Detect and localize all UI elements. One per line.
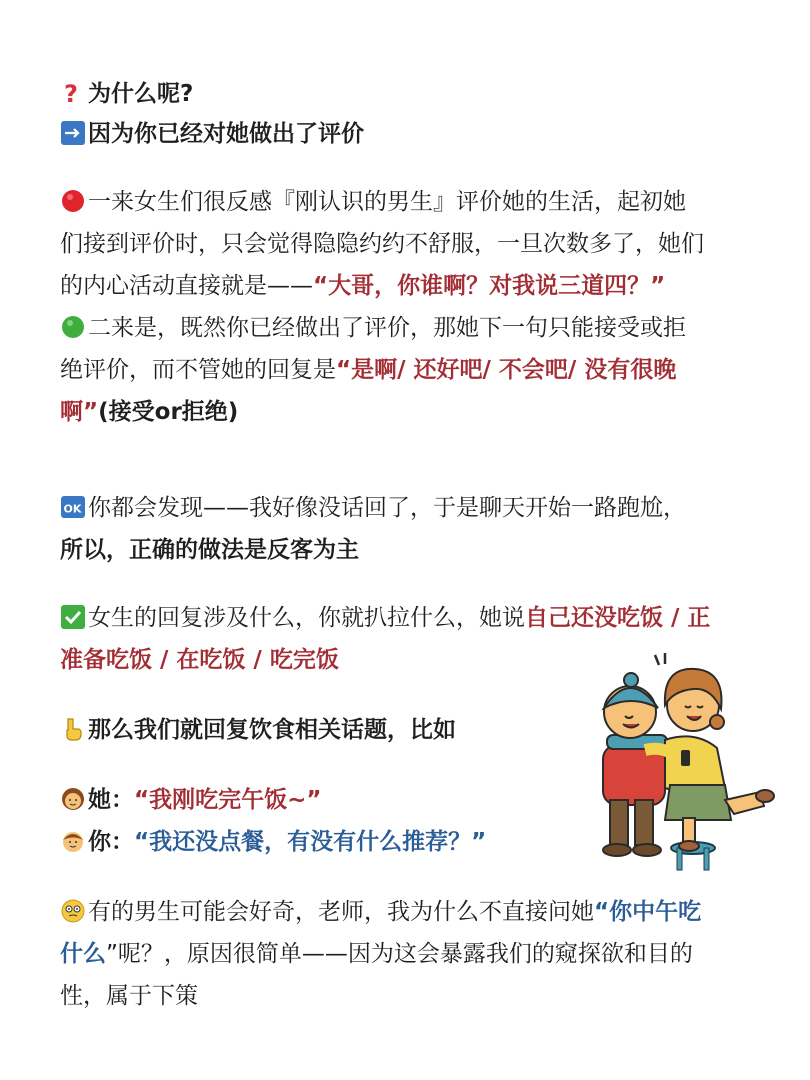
svg-text:OK: OK bbox=[63, 502, 82, 516]
svg-text:?: ? bbox=[64, 80, 78, 106]
man-face-icon bbox=[60, 828, 86, 854]
curious-line2: 什么”呢？，原因很简单——因为这会暴露我们的窥探欲和目的 bbox=[60, 941, 693, 967]
reason1-quote: “大哥，你谁啊？对我说三道四？” bbox=[313, 273, 666, 299]
pointing-down-icon bbox=[60, 716, 86, 742]
curious-line3: 性，属于下策 bbox=[60, 983, 198, 1009]
ok-line2: 所以，正确的做法是反客为主 bbox=[60, 537, 359, 563]
reason2-line1: 二来是，既然你已经做出了评价，那她下一句只能接受或拒 bbox=[60, 312, 686, 344]
ok-icon bbox=[60, 494, 86, 520]
question-mark-icon bbox=[60, 80, 86, 106]
reason2-line2: 绝评价，而不管她的回复是“是啊/ 还好吧/ 不会吧/ 没有很晚 bbox=[60, 357, 677, 383]
question-heading: ? 为什么呢? bbox=[60, 78, 193, 110]
point-line: 那么我们就回复饮食相关话题，比如 bbox=[60, 714, 456, 746]
answer-heading: 因为你已经对她做出了评价 bbox=[60, 118, 364, 150]
reason1-line2: 们接到评价时，只会觉得隐隐约约不舒服，一旦次数多了，她们 bbox=[60, 231, 704, 257]
reason2-line3: 啊”(接受or拒绝) bbox=[60, 399, 239, 425]
check-mark-icon bbox=[60, 604, 86, 630]
red-circle-icon bbox=[60, 188, 86, 214]
hugging-couple-illustration bbox=[585, 650, 775, 875]
dialogue-her: 她：“我刚吃完午饭~” bbox=[60, 784, 322, 816]
check-line2: 准备吃饭 / 在吃饭 / 吃完饭 bbox=[60, 647, 339, 673]
reason1-line1: 一来女生们很反感『刚认识的男生』评价她的生活，起初她 bbox=[60, 186, 686, 218]
check-line1: 女生的回复涉及什么，你就扒拉什么，她说自己还没吃饭 / 正 bbox=[60, 602, 710, 634]
woman-face-icon bbox=[60, 786, 86, 812]
accept-or-reject: (接受or拒绝) bbox=[98, 399, 239, 425]
ok-line1: OK 你都会发现——我好像没话回了，于是聊天开始一路跑尬， bbox=[60, 492, 686, 524]
green-circle-icon bbox=[60, 314, 86, 340]
curious-face-icon bbox=[60, 898, 86, 924]
curious-line1: 有的男生可能会好奇，老师，我为什么不直接问她“你中午吃 bbox=[60, 896, 701, 928]
right-arrow-icon bbox=[60, 120, 86, 146]
reason1-line3: 的内心活动直接就是——“大哥，你谁啊？对我说三道四？” bbox=[60, 273, 666, 299]
dialogue-you: 你：“我还没点餐，有没有什么推荐？” bbox=[60, 826, 486, 858]
reason2-quote: “是啊/ 还好吧/ 不会吧/ 没有很晚 bbox=[336, 357, 677, 383]
